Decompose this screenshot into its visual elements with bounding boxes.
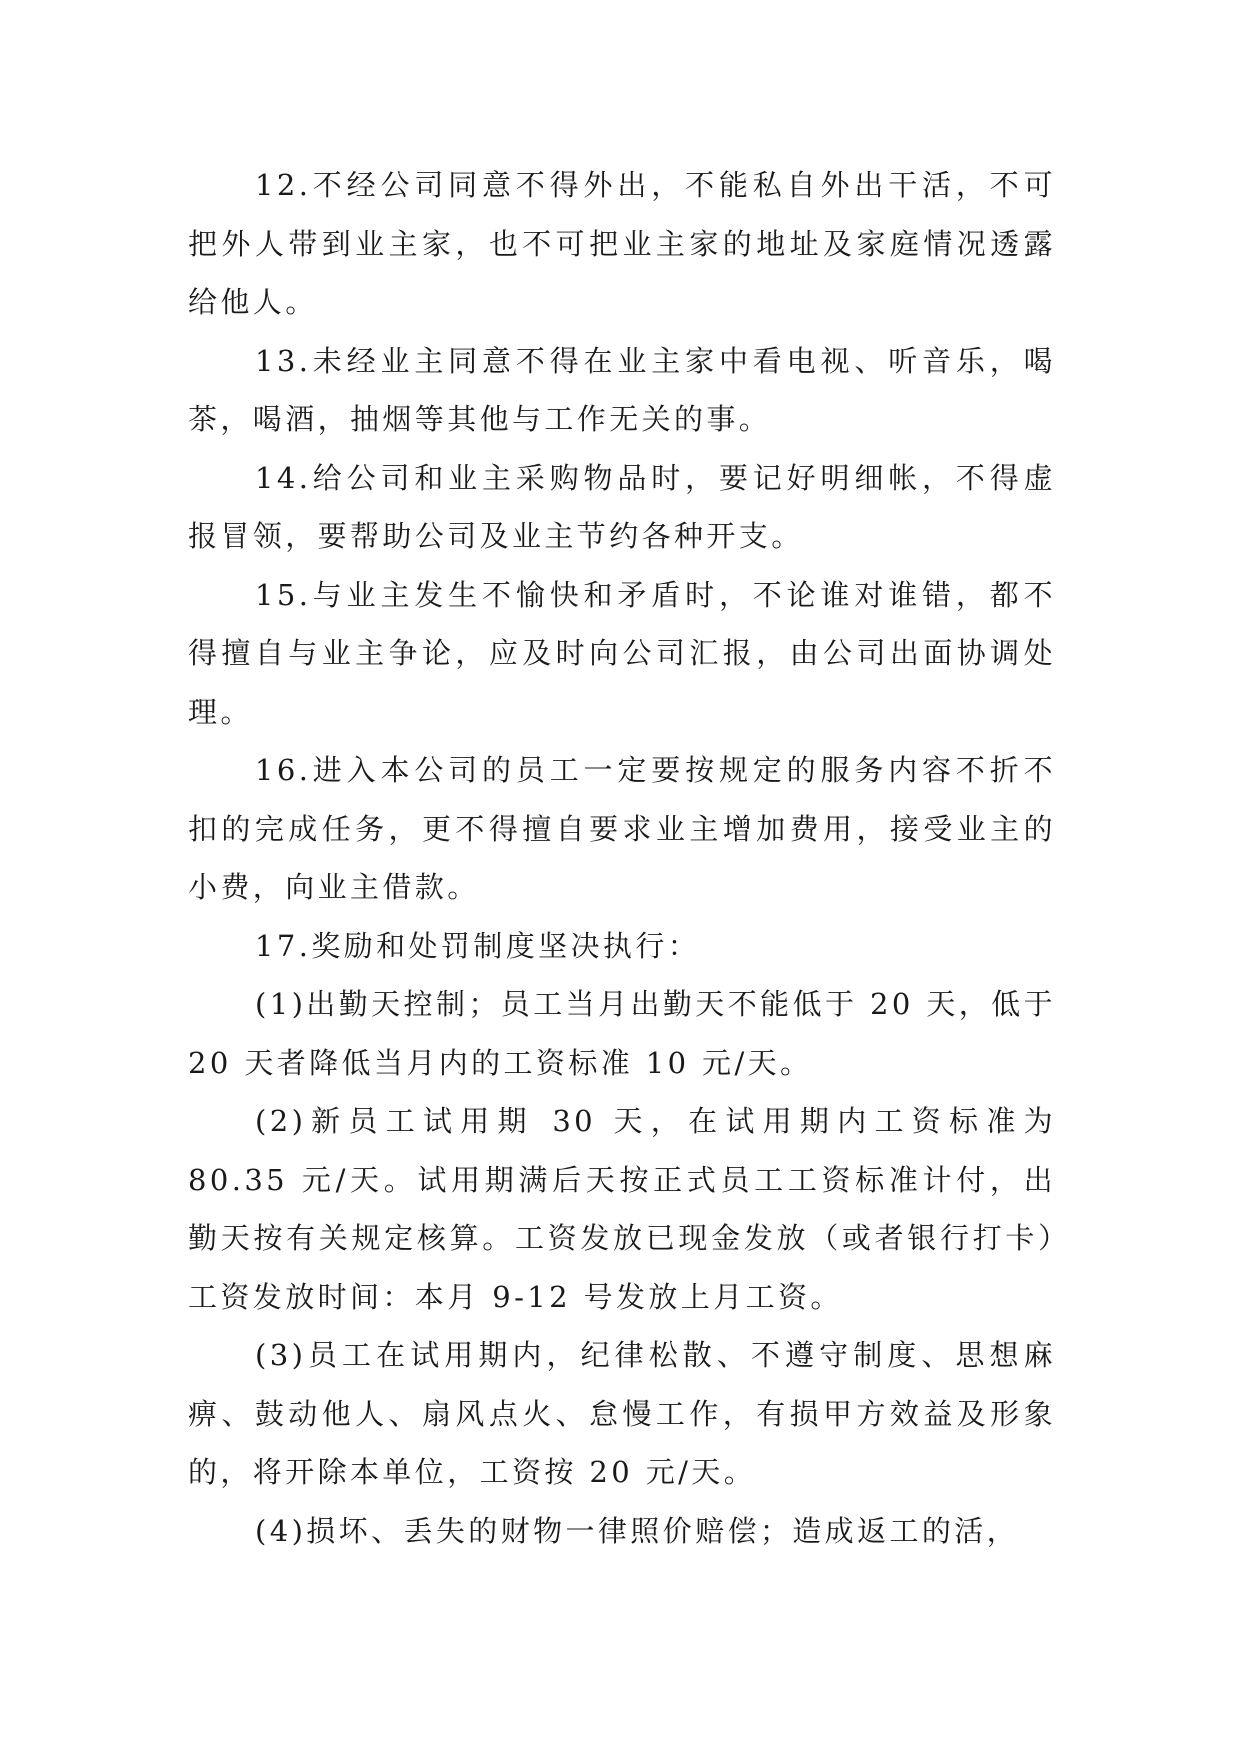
paragraph-rule-13: 13.未经业主同意不得在业主家中看电视、听音乐，喝茶，喝酒，抽烟等其他与工作无关的事。 (188, 343, 1056, 436)
paragraph-rule-12: 12.不经公司同意不得外出，不能私自外出干活，不可把外人带到业主家，也不可把业主家的地址及家庭情况透露给他人。 (188, 168, 1056, 319)
document-body (188, 156, 1056, 1560)
paragraph-rule-17: 17.奖励和处罚制度坚决执行： (255, 928, 701, 963)
paragraph-rule-16: 16.进入本公司的员工一定要按规定的服务内容不折不扣的完成任务，更不得擅自要求业主增加费用，接受业主的小费，向业主借款。 (188, 753, 1056, 904)
paragraph-item-1: (1)出勤天控制；员工当月出勤天不能低于 20 天，低于 20 天者降低当月内的工资标准 10 元/天。 (188, 987, 1056, 1080)
paragraph-item-3: (3)员工在试用期内，纪律松散、不遵守制度、思想麻痹、鼓动他人、扇风点火、怠慢工作，有损甲方效益及形象的，将开除本单位，工资按 20 元/天。 (188, 1338, 1056, 1489)
paragraph-item-4: (4)损坏、丢失的财物一律照价赔偿；造成返工的活， (255, 1513, 1020, 1548)
paragraph-rule-14: 14.给公司和业主采购物品时，要记好明细帐，不得虚报冒领，要帮助公司及业主节约各种开支。 (188, 460, 1056, 553)
paragraph-item-2: (2)新员工试用期 30 天，在试用期内工资标准为 80.35 元/天。试用期满后天按正式员工工资标准计付，出勤天按有关规定核算。工资发放已现金发放（或者银行打卡）工资发放时间：本月 9-12 号发放上月工资。 (188, 1104, 1056, 1314)
paragraph-rule-15: 15.与业主发生不愉快和矛盾时，不论谁对谁错，都不得擅自与业主争论，应及时向公司汇报，由公司出面协调处理。 (188, 577, 1056, 729)
